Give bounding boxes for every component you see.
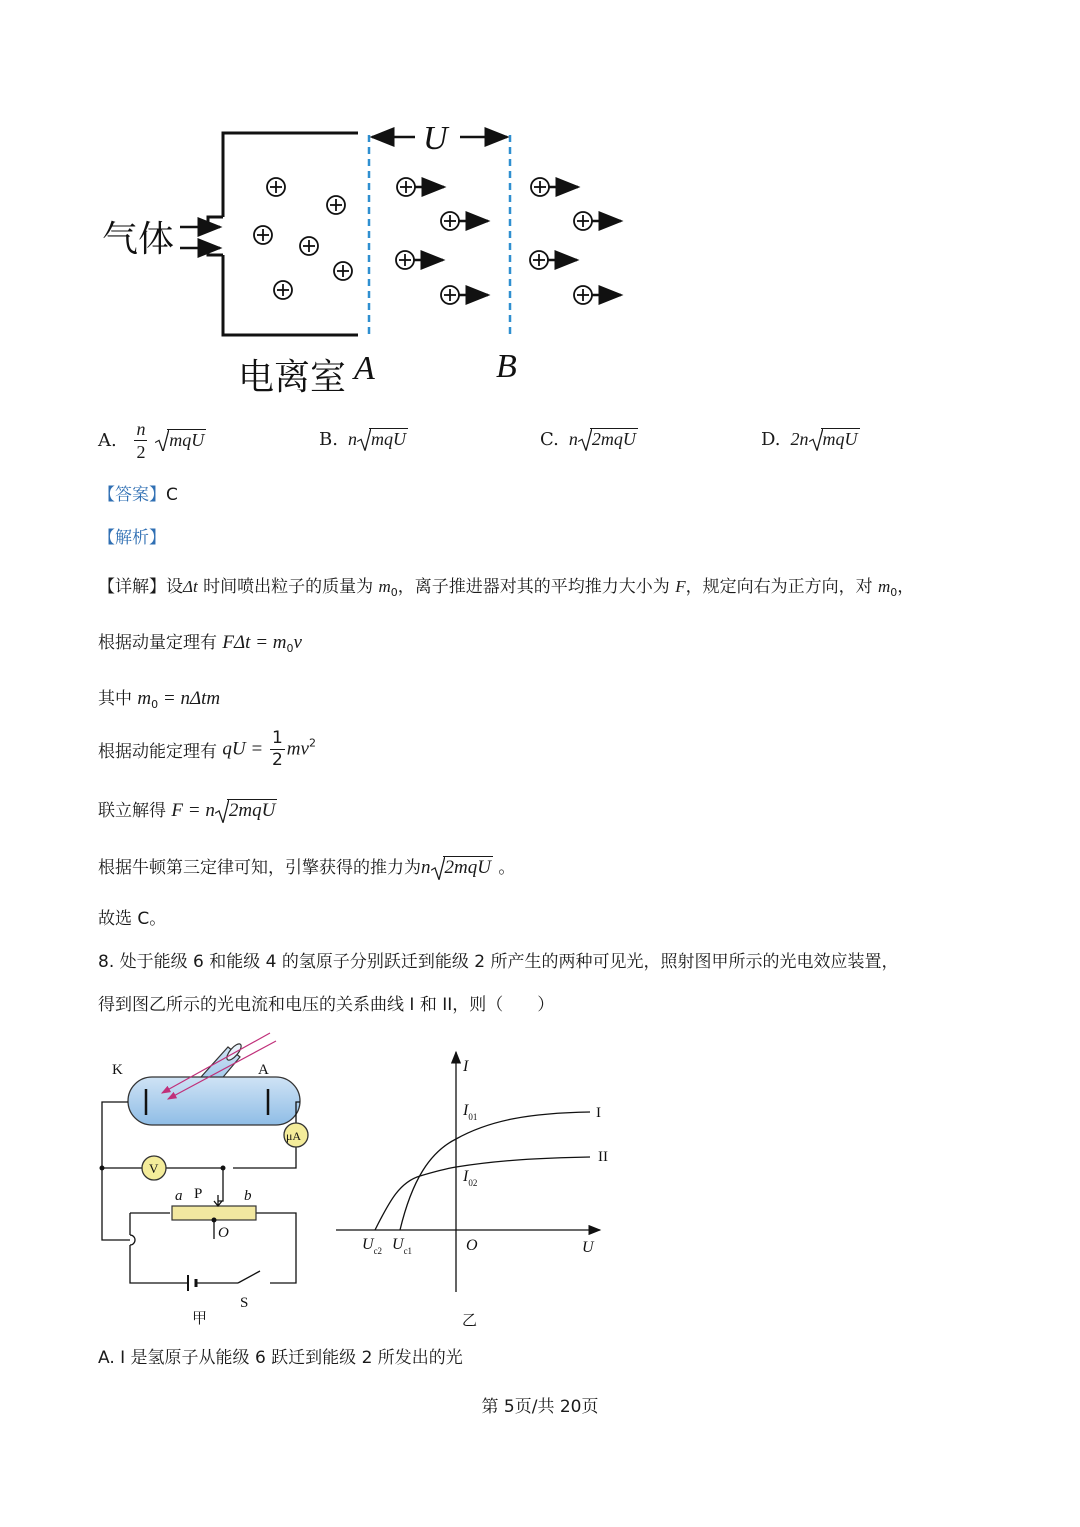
moving-ion bbox=[441, 286, 488, 304]
gas-label: 气体 bbox=[102, 219, 175, 260]
detail-line-6: 根据牛顿第三定律可知，引擎获得的推力为n 2mqU 。 bbox=[98, 857, 516, 878]
chamber-label: 电离室 bbox=[238, 357, 347, 398]
ion bbox=[334, 262, 352, 280]
svg-text:A: A bbox=[258, 1062, 269, 1078]
svg-text:P: P bbox=[194, 1186, 203, 1202]
svg-text:甲: 甲 bbox=[192, 1309, 208, 1327]
plate-a-label: A bbox=[354, 350, 375, 387]
svg-text:a: a bbox=[175, 1188, 183, 1204]
photo-tube bbox=[128, 1077, 300, 1125]
detail-line-2: 根据动量定理有 $F\Delta t = m_0v$ bbox=[98, 632, 302, 655]
ion bbox=[274, 281, 292, 299]
ions-in-chamber bbox=[254, 178, 352, 299]
question-8-option-a: A. I 是氢原子从能级 6 跃迁到能级 2 所发出的光 bbox=[98, 1348, 463, 1368]
y-axis-label: I bbox=[463, 1058, 469, 1075]
chart-caption: 乙 bbox=[462, 1311, 478, 1329]
x-axis-label: U bbox=[582, 1239, 594, 1256]
option-c: C. n 2mqU bbox=[540, 429, 636, 450]
svg-text:b: b bbox=[244, 1188, 252, 1204]
detail-line-7: 故选 C。 bbox=[98, 909, 167, 929]
ion bbox=[267, 178, 285, 196]
moving-ion bbox=[574, 212, 621, 230]
gas-inlet-arrows bbox=[180, 227, 220, 248]
curve-II-label: II bbox=[598, 1149, 608, 1165]
tick-I01: $I_{01}$ bbox=[463, 1102, 478, 1122]
svg-text:K: K bbox=[112, 1062, 123, 1078]
detail-line-4: 根据动能定理有 qU = $\frac{1}{2}$ $mv^2$ bbox=[98, 728, 316, 770]
moving-ion bbox=[574, 286, 621, 304]
switch bbox=[238, 1271, 260, 1283]
question-8-line-2: 得到图乙所示的光电流和电压的关系曲线 I 和 II，则（ ） bbox=[98, 995, 555, 1015]
ion bbox=[300, 237, 318, 255]
analysis-label: 【解析】 bbox=[98, 528, 166, 548]
svg-text:S: S bbox=[240, 1295, 249, 1311]
plate-b-label: B bbox=[496, 348, 517, 385]
ion bbox=[327, 196, 345, 214]
option-a: A. $\frac{n}{2}$ mqU bbox=[98, 419, 205, 462]
option-d: D. 2n mqU bbox=[761, 429, 858, 450]
detail-line-1: 【详解】设Δt 时间喷出粒子的质量为 $m_0$，离子推进器对其的平均推力大小为 F，规定向右为正方向，对 $m_0$， bbox=[98, 577, 915, 599]
detail-line-3: 其中 $m_0 = n\Delta tm$ bbox=[98, 688, 221, 711]
tick-Uc1: $U_{c1}$ bbox=[392, 1236, 413, 1256]
moving-ion bbox=[530, 251, 577, 269]
svg-text:μA: μA bbox=[286, 1129, 302, 1143]
page-footer: 第 5页/共 20页 bbox=[481, 1397, 599, 1417]
curve-I bbox=[400, 1112, 590, 1230]
tick-Uc2: $U_{c2}$ bbox=[362, 1236, 383, 1256]
moving-ion bbox=[396, 251, 443, 269]
option-b: B. n mqU bbox=[319, 429, 406, 450]
photoelectric-circuit-figure bbox=[90, 1025, 330, 1335]
moving-ion bbox=[397, 178, 444, 196]
accelerated-ions bbox=[396, 178, 621, 304]
ion-thruster-figure bbox=[90, 105, 650, 405]
moving-ion bbox=[441, 212, 488, 230]
curve-I-label: I bbox=[596, 1105, 601, 1121]
ion bbox=[254, 226, 272, 244]
svg-text:O: O bbox=[218, 1225, 229, 1241]
moving-ion bbox=[531, 178, 578, 196]
tick-I02: $I_{02}$ bbox=[463, 1168, 478, 1188]
answer-line: 【答案】C bbox=[98, 485, 178, 505]
battery bbox=[188, 1275, 196, 1291]
iu-chart bbox=[330, 1040, 620, 1330]
origin-label: O bbox=[466, 1237, 478, 1254]
curve-II bbox=[375, 1157, 590, 1230]
voltage-label: U bbox=[423, 120, 448, 157]
detail-line-5: 联立解得 F = n 2mqU bbox=[98, 800, 276, 821]
question-8-line-1: 8. 处于能级 6 和能级 4 的氢原子分别跃迁到能级 2 所产生的两种可见光，照射图甲所示的光电效应装置， bbox=[98, 952, 899, 972]
chamber-walls bbox=[208, 133, 358, 335]
svg-text:V: V bbox=[149, 1161, 159, 1176]
